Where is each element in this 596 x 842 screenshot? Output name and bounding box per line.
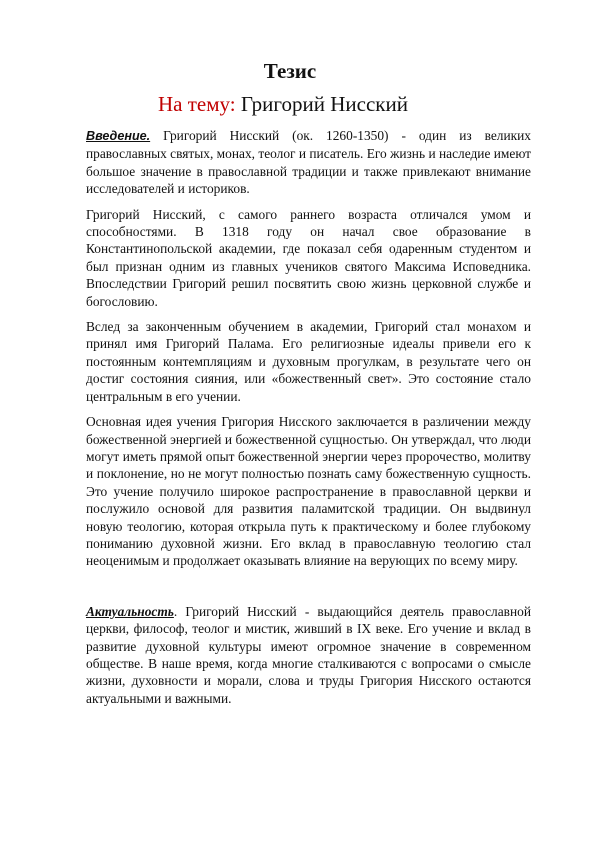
subtitle-prefix: На тему:	[158, 92, 236, 116]
paragraph-teaching: Основная идея учения Григория Нисского заключается в различении между божественной энергией и божественной сущностью. Он утверждал, что люди могут иметь прямой опыт божественной энергии через пророчество, молитву и поклонение, но не могут полностью познать саму божественную сущность. Это учение получило широкое распространение в православной церкви и послужило основой для развития паламитской традиции. Он выдвинул новую теологию, которая открыла путь к практическому и более глубокому пониманию духовной жизни. Его вклад в православную теологию стал неоценимым и продолжает оказывать влияние на верующих по всему миру.	[86, 414, 531, 569]
document-subtitle	[158, 91, 408, 117]
intro-label: Введение.	[86, 129, 151, 143]
subtitle-topic: Григорий Нисский	[240, 92, 408, 116]
intro-text: Григорий Нисский (ок. 1260-1350) - один из великих православных святых, монах, теолог и писатель. Его жизнь и наследие имеют большое значение в православной традиции и также привлекают внимание исследователей и историков.	[86, 128, 531, 197]
paragraph-intro	[86, 127, 531, 198]
paragraph-monastic-life: Вслед за законченным обучением в академии, Григорий стал монахом и принял имя Григорий Палама. Его религиозные идеалы привели его к постоянным контемпляциям и духовным прогулкам, в результате чего он достиг состояния сияния, или «божественный свет». Это состояние стало центральным в его учении.	[86, 319, 531, 404]
relevance-label: Актуальность	[86, 603, 174, 619]
relevance-text: . Григорий Нисский - выдающийся деятель православной церкви, философ, теолог и мистик, живший в IX веке. Его учение и вклад в развитие духовной культуры имеют огромное значение в современном обществе. В наше время, когда многие сталкиваются с вопросами о смысле жизни, духовности и морали, слова и труды Григория Нисского остаются актуальными и важными.	[86, 603, 531, 706]
paragraph-relevance	[86, 603, 531, 707]
document-title: Тезис	[263, 59, 317, 83]
paragraph-education: Григорий Нисский, с самого раннего возраста отличался умом и способностями. В 1318 году он начал свое образование в Константинопольской академии, где показал себя одаренным студентом и был признан одним из главных учеников святого Максима Исповедника. Впоследствии Григорий решил посвятить свою жизнь церковной службе и богословию.	[86, 206, 531, 309]
document-body	[86, 127, 531, 715]
